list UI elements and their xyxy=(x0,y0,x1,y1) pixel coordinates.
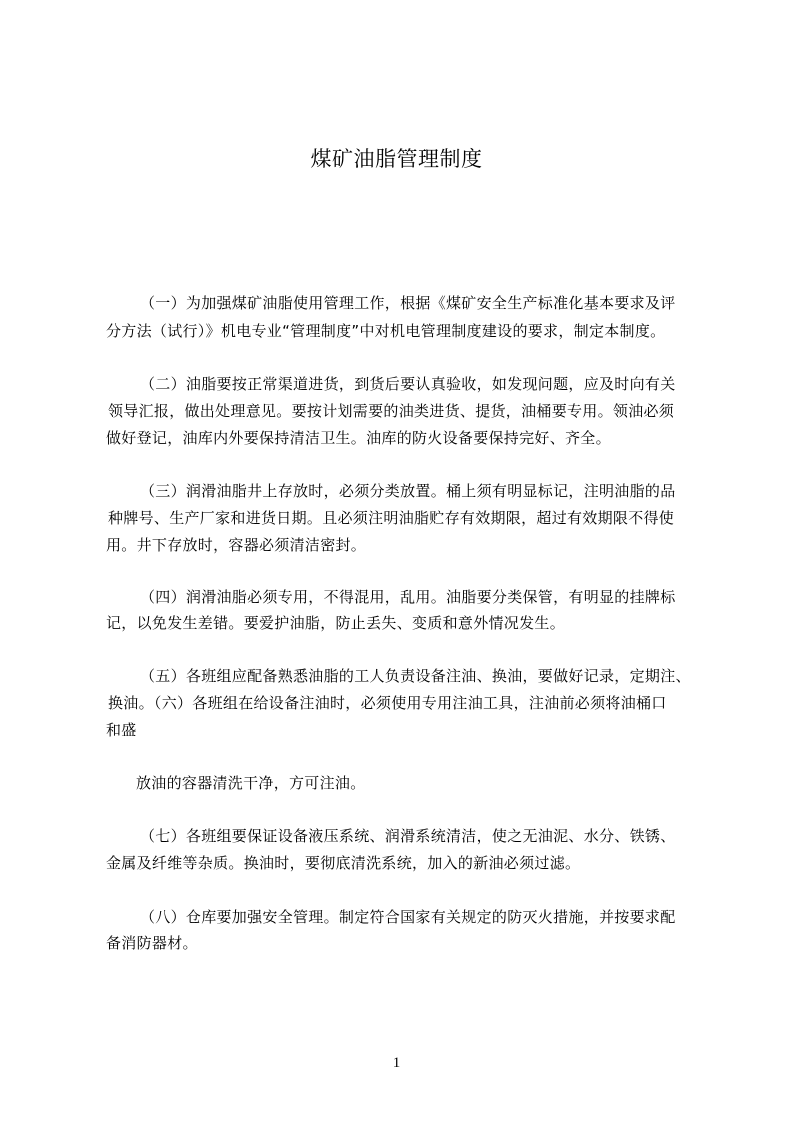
paragraph-3-line-3: 用。井下存放时，容器必须清洁密封。 xyxy=(106,536,367,554)
paragraph-3-line-1: （三）润滑油脂井上存放时，必须分类放置。桶上须有明显标记，注明油脂的品 xyxy=(140,482,676,500)
paragraph-5-line-2: 换油。（六）各班组在给设备注油时，必须使用专用注油工具，注油前必须将油桶口 xyxy=(108,694,667,712)
paragraph-7-line-2: 金属及纤维等杂质。换油时，要彻底清洗系统，加入的新油必须过滤。 xyxy=(106,854,581,872)
paragraph-3-line-2: 种牌号、生产厂家和进货日期。且必须注明油脂贮存有效期限，超过有效期限不得使 xyxy=(108,509,675,527)
paragraph-6-line-1: 放油的容器清洗干净，方可注油。 xyxy=(136,774,366,792)
paragraph-5-line-1: （五）各班组应配备熟悉油脂的工人负责设备注油、换油，要做好记录，定期注、 xyxy=(140,667,691,685)
paragraph-4-line-1: （四）润滑油脂必须专用，不得混用，乱用。油脂要分类保管，有明显的挂牌标 xyxy=(140,588,676,606)
paragraph-5-line-3: 和盛 xyxy=(106,721,137,739)
document-title: 煤矿油脂管理制度 xyxy=(310,147,483,171)
paragraph-1-line-2: 分方法（试行）》机电专业“管理制度”中对机电管理制度建设的要求，制定本制度。 xyxy=(106,322,666,340)
paragraph-7-line-1: （七）各班组要保证设备液压系统、润滑系统清洁，使之无油泥、水分、铁锈、 xyxy=(140,827,676,845)
paragraph-8-line-2: 备消防器材。 xyxy=(106,934,198,952)
paragraph-2-line-1: （二）油脂要按正常渠道进货，到货后要认真验收，如发现问题，应及时向有关 xyxy=(140,375,676,393)
page-number: 1 xyxy=(392,1055,401,1071)
paragraph-4-line-2: 记，以免发生差错。要爱护油脂，防止丢失、变质和意外情况发生。 xyxy=(106,614,566,632)
paragraph-8-line-1: （八）仓库要加强安全管理。制定符合国家有关规定的防灭火措施，并按要求配 xyxy=(140,908,676,926)
paragraph-2-line-3: 做好登记，油库内外要保持清洁卫生。油库的防火设备要保持完好、齐全。 xyxy=(106,429,611,447)
paragraph-1-line-1: （一）为加强煤矿油脂使用管理工作，根据《煤矿安全生产标准化基本要求及评 xyxy=(140,294,676,312)
paragraph-2-line-2: 领导汇报，做出处理意见。要按计划需要的油类进货、提货，油桶要专用。领油必须 xyxy=(108,402,675,420)
